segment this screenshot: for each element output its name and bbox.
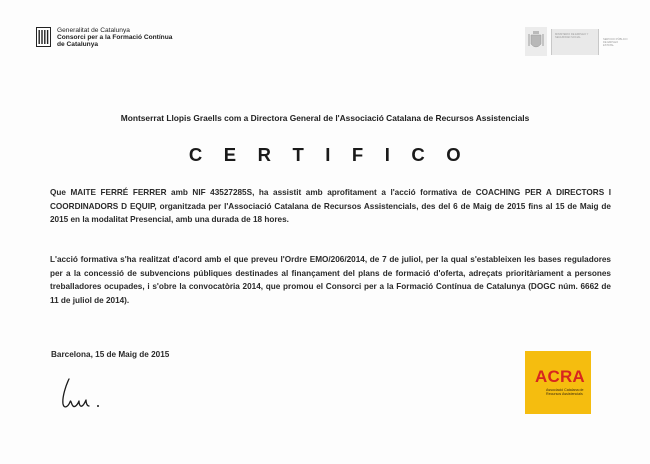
certificate-title: CERTIFICO bbox=[188, 144, 483, 165]
generalitat-line3: de Catalunya bbox=[57, 41, 99, 49]
generalitat-line1: Generalitat de Catalunya bbox=[57, 27, 130, 34]
spain-coat-of-arms-icon bbox=[525, 27, 547, 56]
certification-paragraph: Que MAITE FERRÉ FERRER amb NIF 43527285S, ha assistit amb aprofitament a l'acció formativa de COACHING PER A DIRECTORS I COORDINADORS D EQUIP, organitzada per l'Associació Catalana de Recursos Assistencials, des del 6 de Maig de 2015 fins al 15 de Maig de 2015 en la modalitat Presencial, amb una durada de 18 hores. bbox=[50, 188, 611, 224]
ministerio-logo bbox=[525, 25, 629, 58]
generalitat-line2: Consorci per a la Formació Contínua bbox=[57, 34, 173, 42]
sepe-label: SERVICIO PÚBLICO DE EMPLEO ESTATAL bbox=[603, 37, 628, 47]
acra-subtitle: Associació Catalana de Recursos Assistencials bbox=[546, 388, 584, 397]
acra-logo-icon: ACRA bbox=[535, 367, 585, 386]
place-date: Barcelona, 15 de Maig de 2015 bbox=[51, 350, 170, 359]
generalitat-emblem-icon bbox=[36, 27, 51, 47]
ministerio-label: MINISTERIO DE EMPLEO Y SEGURIDAD SOCIAL bbox=[551, 29, 599, 55]
generalitat-logo bbox=[36, 27, 172, 49]
legal-basis-paragraph: L'acció formativa s'ha realitzat d'acord amb el que preveu l'Ordre EMO/206/2014, de 7 de juliol, per la qual s'estableixen les bases reguladores per a la concessió de subvencions públiques destinades al finançament del plans de formació d'oferta, adreçats prioritàriament a persones treballadores ocupades, i s'obre la convocatòria 2014, que promou el Consorci per a la Formació Contínua de Catalunya (DOGC núm. 6662 de 11 de juliol de 2014). bbox=[50, 255, 611, 305]
acra-logo bbox=[525, 351, 591, 414]
signature-icon bbox=[57, 373, 117, 413]
issuer-line: Montserrat Llopis Graells com a Directora General de l'Associació Catalana de Recursos Assistencials bbox=[120, 113, 530, 123]
